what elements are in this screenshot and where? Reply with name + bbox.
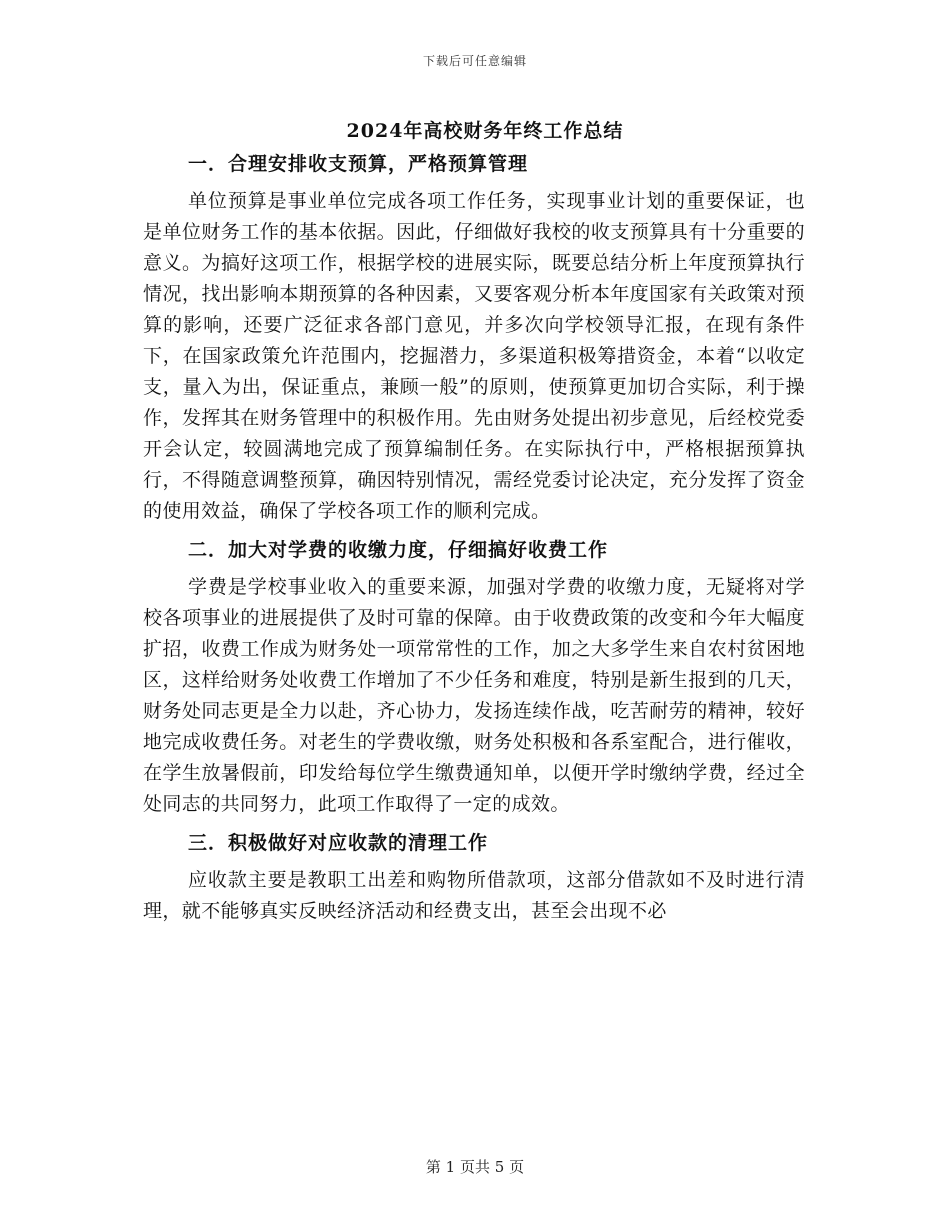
- section-3: [143, 824, 805, 927]
- section-paragraph: 学费是学校事业收入的重要来源，加强对学费的收缴力度，无疑将对学校各项事业的进展提供了及时可靠的保障。由于收费政策的改变和今年大幅度扩招，收费工作成为财务处一项常常性的工作，加之大多学生来自农村贫困地区，这样给财务处收费工作增加了不少任务和难度，特别是新生报到的几天，财务处同志更是全力以赴，齐心协力，发扬连续作战，吃苦耐劳的精神，较好地完成收费任务。对老生的学费收缴，财务处积极和各系室配合，进行催收，在学生放暑假前，印发给每位学生缴费通知单，以便开学时缴纳学费，经过全处同志的共同努力，此项工作取得了一定的成效。: [143, 576, 805, 815]
- section-2: [143, 531, 805, 820]
- page-header: 下载后可任意编辑: [422, 54, 527, 68]
- page-number: 第 1 页共 5 页: [425, 1158, 525, 1176]
- section-paragraph: 应收款主要是教职工出差和购物所借款项，这部分借款如不及时进行清理，就不能够真实反映经济活动和经费支出，甚至会出现不必: [143, 869, 805, 922]
- section-paragraph: 单位预算是事业单位完成各项工作任务，实现事业计划的重要保证，也是单位财务工作的基本依据。因此，仔细做好我校的收支预算具有十分重要的意义。为搞好这项工作，根据学校的进展实际，既要总结分析上年度预算执行情况，找出影响本期预算的各种因素，又要客观分析本年度国家有关政策对预算的影响，还要广泛征求各部门意见，并多次向学校领导汇报，在现有条件下，在国家政策允许范围内，挖掘潜力，多渠道积极筹措资金，本着“以收定支，量入为出，保证重点，兼顾一般”的原则，使预算更加切合实际，利于操作，发挥其在财务管理中的积极作用。先由财务处提出初步意见，后经校党委开会认定，较圆满地完成了预算编制任务。在实际执行中，严格根据预算执行，不得随意调整预算，确因特别情况，需经党委讨论决定，充分发挥了资金的使用效益，确保了学校各项工作的顺利完成。: [143, 190, 805, 522]
- section-1: [143, 145, 805, 527]
- section-heading: 三．积极做好对应收款的清理工作: [188, 832, 489, 854]
- document-body: [143, 145, 805, 931]
- section-heading: 一．合理安排收支预算，严格预算管理: [188, 153, 529, 175]
- document-title: 2024年高校财务年终工作总结: [346, 120, 624, 142]
- section-heading: 二．加大对学费的收缴力度，仔细搞好收费工作: [188, 539, 609, 561]
